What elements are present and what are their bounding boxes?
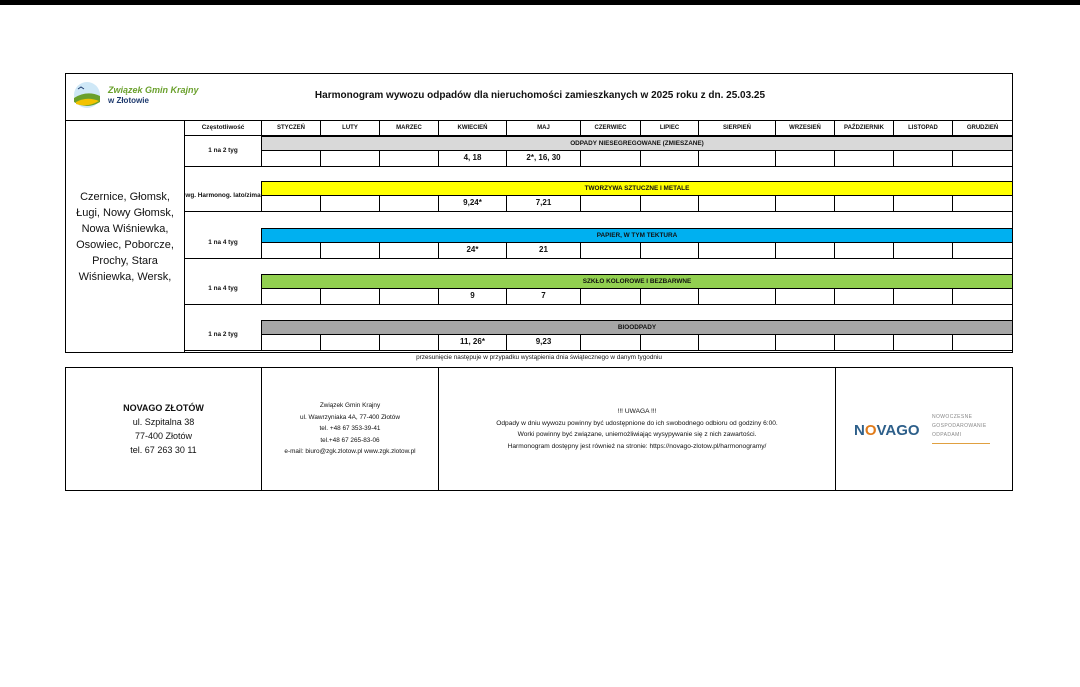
pickup-day-cell [835, 335, 894, 351]
pickup-day-cell [262, 196, 321, 212]
pickup-day-cell [953, 289, 1013, 305]
pickup-day-cell [776, 289, 835, 305]
pickup-day-cell [262, 243, 321, 259]
pickup-day-cell [776, 196, 835, 212]
novago-tagline: NOWOCZESNE GOSPODAROWANIE ODPADAMI [932, 414, 987, 438]
pickup-day-cell [699, 196, 776, 212]
zgk-email: e-mail: biuro@zgk.zlotow.pl www.zgk.zlotow.pl [284, 448, 416, 456]
pickup-day-cell: 9,24* [439, 196, 507, 212]
month-header: CZERWIEC [581, 120, 641, 136]
pickup-day-cell [894, 243, 953, 259]
month-header: SIERPIEŃ [699, 120, 776, 136]
pickup-day-cell [262, 335, 321, 351]
frequency-cell: wg. Harmonog. lato/zima [185, 181, 262, 212]
notice-title: !!! UWAGA !!! [617, 408, 657, 415]
pickup-day-cell: 7 [507, 289, 581, 305]
pickup-day-cell [321, 243, 380, 259]
pickup-day-cell: 2*, 16, 30 [507, 151, 581, 167]
notice [439, 368, 836, 490]
pickup-day-cell [380, 289, 439, 305]
pickup-day-cell [581, 289, 641, 305]
pickup-day-cell [581, 196, 641, 212]
pickup-day-cell: 11, 26* [439, 335, 507, 351]
zgk-logo-icon [72, 80, 106, 110]
group-spacer [185, 169, 1013, 181]
holiday-note: przesunięcie następuje w przypadku wystąpienia dnia świątecznego w danym tygodniu [416, 354, 662, 361]
pickup-day-cell [321, 335, 380, 351]
pickup-day-cell [321, 196, 380, 212]
zgk-logo [72, 80, 217, 112]
pickup-day-cell [699, 151, 776, 167]
month-header: PAŹDZIERNIK [835, 120, 894, 136]
villages-list: Czernice, Głomsk, Ługi, Nowy Głomsk, Nowa Wiśniewka, Osowiec, Poborcze, Prochy, Stara Wiśniewka, Wersk, [66, 121, 185, 352]
pickup-day-cell: 9,23 [507, 335, 581, 351]
novago-tagline-underline [932, 443, 990, 444]
pickup-day-cell [262, 289, 321, 305]
pickup-day-cell [776, 335, 835, 351]
pickup-day-cell [894, 289, 953, 305]
pickup-day-cell: 21 [507, 243, 581, 259]
group-spacer [185, 308, 1013, 320]
pickup-day-cell [894, 335, 953, 351]
month-header: MARZEC [380, 120, 439, 136]
pickup-day-cell [835, 243, 894, 259]
zgk-contact [262, 368, 439, 490]
month-header: LISTOPAD [894, 120, 953, 136]
month-header: MAJ [507, 120, 581, 136]
pickup-day-cell [641, 335, 699, 351]
novago-street: ul. Szpitalna 38 [132, 417, 195, 427]
pickup-day-cell [581, 151, 641, 167]
pickup-day-cell [699, 289, 776, 305]
group-spacer [185, 216, 1013, 228]
pickup-day-cell [641, 196, 699, 212]
group-spacer [185, 262, 1013, 274]
pickup-day-cell [641, 243, 699, 259]
pickup-day-cell [953, 243, 1013, 259]
pickup-day-cell: 9 [439, 289, 507, 305]
pickup-day-cell [953, 151, 1013, 167]
pickup-day-cell [699, 335, 776, 351]
waste-type-band: TWORZYWA SZTUCZNE I METALE [262, 181, 1013, 196]
logo-line2: w Złotowie [108, 96, 149, 105]
pickup-day-cell [894, 151, 953, 167]
pickup-day-cell [894, 196, 953, 212]
month-header: LUTY [321, 120, 380, 136]
month-header: KWIECIEŃ [439, 120, 507, 136]
pickup-day-cell [776, 151, 835, 167]
frequency-cell: 1 na 4 tyg [185, 228, 262, 259]
month-header: STYCZEŃ [262, 120, 321, 136]
pickup-day-cell [321, 151, 380, 167]
pickup-day-cell: 7,21 [507, 196, 581, 212]
pickup-day-cell [835, 151, 894, 167]
notice-line2: Worki powinny być związane, uniemożliwiając wysypywanie się z nich zawartości. [517, 431, 757, 438]
waste-type-band: ODPADY NIESEGREGOWANE (ZMIESZANE) [262, 136, 1013, 151]
zgk-address: ul. Wawrzyniaka 4A, 77-400 Złotów [300, 413, 400, 421]
document-title: Harmonogram wywozu odpadów dla nieruchomości zamieszkanych w 2025 roku z dn. 25.03.25 [314, 90, 766, 101]
month-header: WRZESIEŃ [776, 120, 835, 136]
pickup-day-cell: 24* [439, 243, 507, 259]
novago-phone: tel. 67 263 30 11 [130, 445, 197, 455]
frequency-cell: 1 na 2 tyg [185, 320, 262, 351]
waste-type-band: SZKŁO KOLOROWE I BEZBARWNE [262, 274, 1013, 289]
pickup-day-cell [835, 196, 894, 212]
logo-line1: Związek Gmin Krajny [108, 85, 199, 95]
pickup-day-cell [380, 335, 439, 351]
pickup-day-cell [321, 289, 380, 305]
novago-city: 77-400 Złotów [134, 431, 193, 441]
pickup-day-cell [641, 289, 699, 305]
pickup-day-cell [835, 289, 894, 305]
pickup-day-cell [953, 335, 1013, 351]
waste-type-band: BIOODPADY [262, 320, 1013, 335]
notice-line1: Odpady w dniu wywozu powinny być udostępnione do ich swobodnego odbioru od godziny 6:00. [496, 419, 778, 427]
pickup-day-cell: 4, 18 [439, 151, 507, 167]
pickup-day-cell [953, 196, 1013, 212]
pickup-day-cell [262, 151, 321, 167]
pickup-day-cell [641, 151, 699, 167]
notice-line3: Harmonogram dostępny jest również na stronie: https://novago-zlotow.pl/harmonogramy/ [507, 442, 767, 450]
month-header: GRUDZIEŃ [953, 120, 1013, 136]
zgk-tel2: tel.+48 67 265-83-06 [320, 436, 380, 444]
pickup-day-cell [581, 335, 641, 351]
pickup-day-cell [776, 243, 835, 259]
pickup-day-cell [380, 243, 439, 259]
frequency-cell: 1 na 4 tyg [185, 274, 262, 305]
zgk-name: Związek Gmin Krajny [319, 402, 381, 410]
frequency-header: Częstotliwość [185, 120, 262, 136]
frequency-cell: 1 na 2 tyg [185, 136, 262, 167]
pickup-day-cell [699, 243, 776, 259]
pickup-day-cell [380, 151, 439, 167]
top-black-bar [0, 0, 1080, 5]
month-header: LIPIEC [641, 120, 699, 136]
zgk-tel1: tel. +48 67 353-39-41 [319, 425, 381, 433]
pickup-day-cell [581, 243, 641, 259]
waste-type-band: PAPIER, W TYM TEKTURA [262, 228, 1013, 243]
novago-logo [852, 412, 1012, 452]
novago-name: NOVAGO ZŁOTÓW [123, 403, 204, 413]
novago-contact [66, 368, 262, 490]
novago-logo-text: NOVAGO [854, 422, 920, 439]
pickup-day-cell [380, 196, 439, 212]
